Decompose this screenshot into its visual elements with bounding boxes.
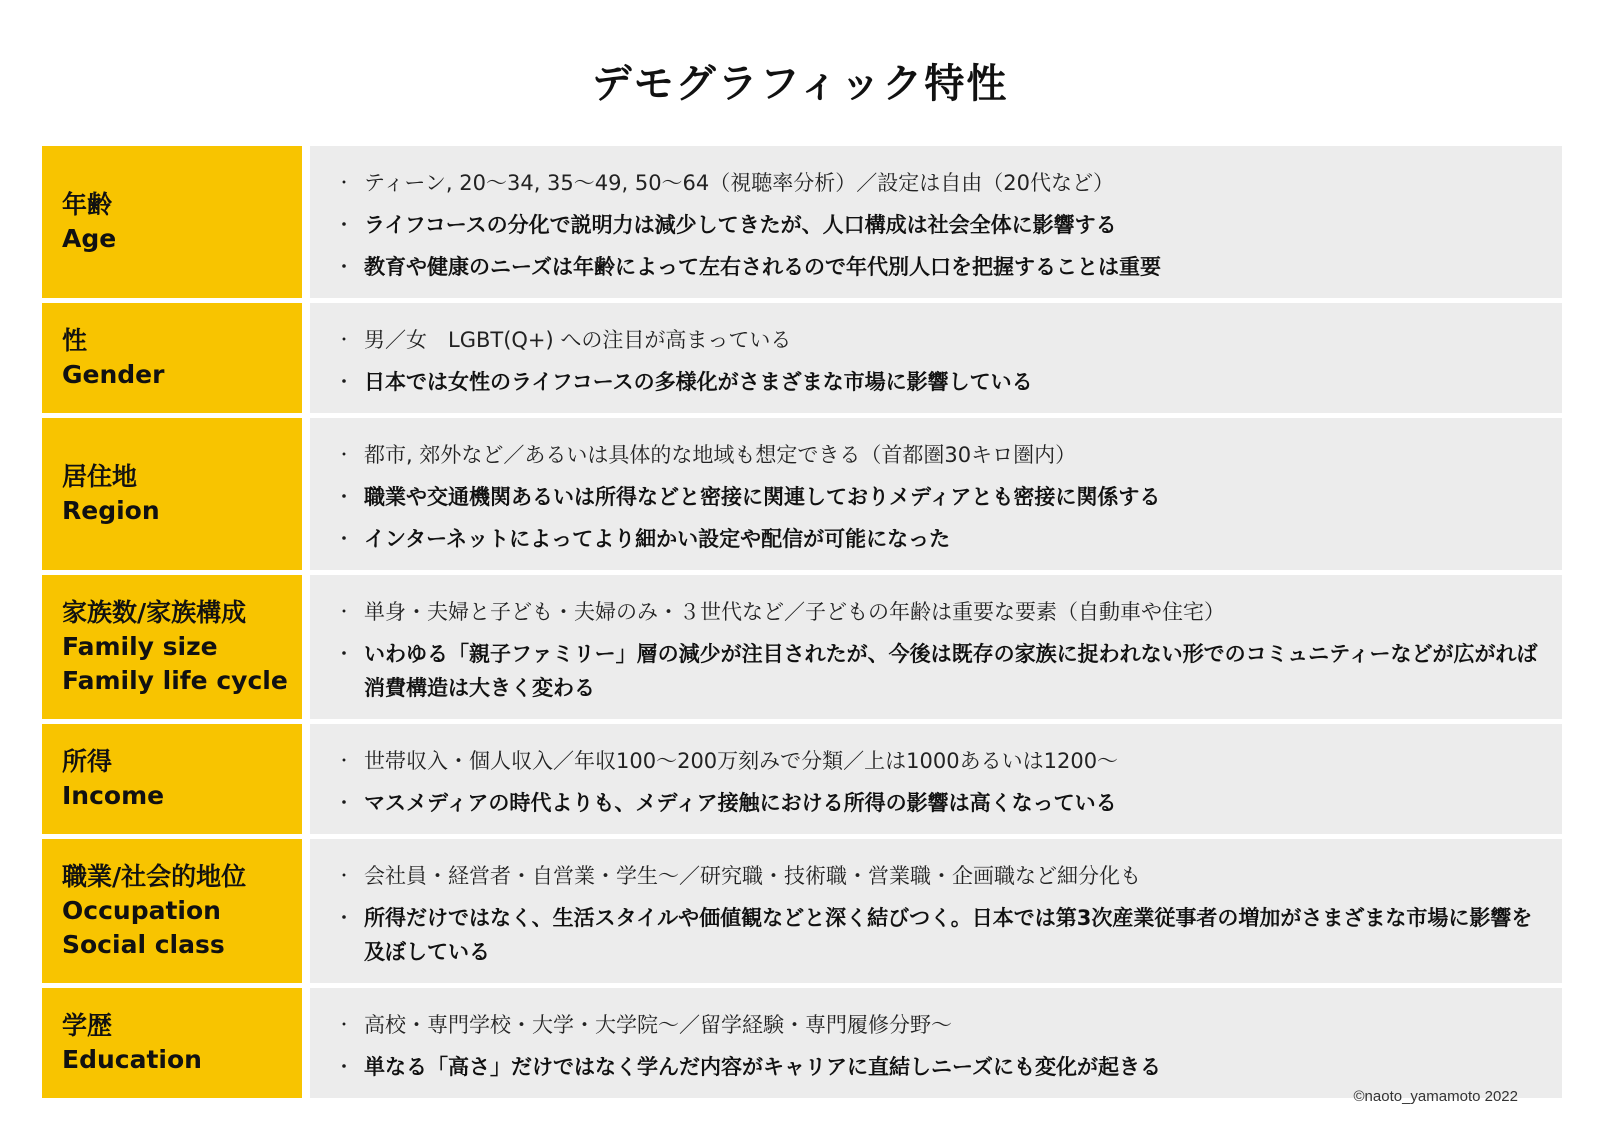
bullet-text: 世帯収入・個人収入／年収100〜200万刻みで分類／上は1000あるいは1200〜 [364, 749, 1119, 773]
row-label [42, 146, 302, 298]
row-label-en: Social class [62, 930, 225, 959]
table-row [42, 724, 1562, 834]
bullet-dot-icon: ・ [336, 257, 353, 276]
bullet-dot-icon: ・ [336, 644, 353, 663]
bullet-item [332, 859, 1542, 893]
row-label-jp: 年齢 [62, 190, 113, 219]
bullet-item [332, 786, 1542, 820]
bullet-text: インターネットによってより細かい設定や配信が可能になった [364, 527, 951, 551]
row-label-en: Income [62, 781, 165, 810]
bullet-item [332, 522, 1542, 556]
bullet-dot-icon: ・ [336, 1057, 353, 1076]
row-label-en: Family size [62, 632, 218, 661]
row-content [310, 839, 1562, 983]
row-label [42, 839, 302, 983]
bullet-item [332, 1008, 1542, 1042]
bullet-item [332, 323, 1542, 357]
bullet-item [332, 1050, 1542, 1084]
row-content [310, 724, 1562, 834]
row-content [310, 303, 1562, 413]
row-label-en: Region [62, 496, 160, 525]
bullet-dot-icon: ・ [336, 602, 353, 621]
row-content [310, 575, 1562, 719]
row-label [42, 724, 302, 834]
row-label-jp: 居住地 [62, 462, 138, 491]
bullet-dot-icon: ・ [336, 1015, 353, 1034]
table-row [42, 303, 1562, 413]
bullet-dot-icon: ・ [336, 173, 353, 192]
row-label [42, 575, 302, 719]
row-label-en: Gender [62, 360, 165, 389]
bullet-text: 高校・専門学校・大学・大学院〜／留学経験・専門履修分野〜 [364, 1013, 952, 1037]
row-label-jp: 性 [62, 326, 88, 355]
bullet-text: 所得だけではなく、生活スタイルや価値観などと深く結びつく。日本では第3次産業従事者の増加がさまざまな市場に影響を及ぼしている [364, 906, 1533, 964]
bullet-text: ライフコースの分化で説明力は減少してきたが、人口構成は社会全体に影響する [364, 213, 1117, 237]
table-row [42, 839, 1562, 983]
bullet-dot-icon: ・ [336, 487, 353, 506]
bullet-text: 日本では女性のライフコースの多様化がさまざまな市場に影響している [364, 370, 1033, 394]
bullet-text: ティーン, 20〜34, 35〜49, 50〜64（視聴率分析）／設定は自由（20代など） [364, 171, 1115, 195]
bullet-text: いわゆる「親子ファミリー」層の減少が注目されたが、今後は既存の家族に捉われない形でのコミュニティーなどが広がれば消費構造は大きく変わる [364, 642, 1538, 700]
row-label-jp: 学歴 [62, 1011, 113, 1040]
table-row [42, 988, 1562, 1098]
row-label-jp: 家族数/家族構成 [62, 598, 247, 627]
page-title: デモグラフィック特性 [591, 61, 1009, 107]
row-label-jp: 職業/社会的地位 [62, 862, 247, 891]
bullet-text: 職業や交通機関あるいは所得などと密接に関連しておりメディアとも密接に関係する [364, 485, 1161, 509]
bullet-dot-icon: ・ [336, 751, 353, 770]
bullet-item [332, 901, 1542, 969]
bullet-dot-icon: ・ [336, 445, 353, 464]
table-row [42, 418, 1562, 570]
row-label-jp: 所得 [62, 747, 113, 776]
table-row [42, 146, 1562, 298]
bullet-item [332, 637, 1542, 705]
bullet-text: 都市, 郊外など／あるいは具体的な地域も想定できる（首都圏30キロ圏内） [364, 443, 1077, 467]
row-label-en: Occupation [62, 896, 221, 925]
table-row [42, 575, 1562, 719]
bullet-dot-icon: ・ [336, 866, 353, 885]
row-content [310, 146, 1562, 298]
bullet-text: 単なる「高さ」だけではなく学んだ内容がキャリアに直結しニーズにも変化が起きる [364, 1055, 1161, 1079]
bullet-dot-icon: ・ [336, 330, 353, 349]
row-content [310, 418, 1562, 570]
row-label [42, 988, 302, 1098]
bullet-dot-icon: ・ [336, 793, 353, 812]
demographics-table [42, 146, 1562, 1103]
row-content [310, 988, 1562, 1098]
bullet-item [332, 438, 1542, 472]
bullet-dot-icon: ・ [336, 908, 353, 927]
row-label-en: Age [62, 224, 117, 253]
row-label-en: Family life cycle [62, 666, 288, 695]
row-label [42, 418, 302, 570]
bullet-text: 単身・夫婦と子ども・夫婦のみ・３世代など／子どもの年齢は重要な要素（自動車や住宅） [364, 600, 1225, 624]
bullet-text: マスメディアの時代よりも、メディア接触における所得の影響は高くなっている [364, 791, 1117, 815]
bullet-item [332, 744, 1542, 778]
bullet-text: 男／女 LGBT(Q+) への注目が高まっている [364, 328, 792, 352]
bullet-item [332, 208, 1542, 242]
bullet-item [332, 166, 1542, 200]
bullet-item [332, 365, 1542, 399]
bullet-item [332, 250, 1542, 284]
bullet-dot-icon: ・ [336, 529, 353, 548]
bullet-text: 会社員・経営者・自営業・学生〜／研究職・技術職・営業職・企画職など細分化も [364, 864, 1141, 888]
bullet-dot-icon: ・ [336, 215, 353, 234]
copyright-notice: ©naoto_yamamoto 2022 [1353, 1088, 1518, 1105]
bullet-text: 教育や健康のニーズは年齢によって左右されるので年代別人口を把握することは重要 [364, 255, 1161, 279]
bullet-item [332, 480, 1542, 514]
row-label-en: Education [62, 1045, 202, 1074]
row-label [42, 303, 302, 413]
bullet-dot-icon: ・ [336, 372, 353, 391]
bullet-item [332, 595, 1542, 629]
